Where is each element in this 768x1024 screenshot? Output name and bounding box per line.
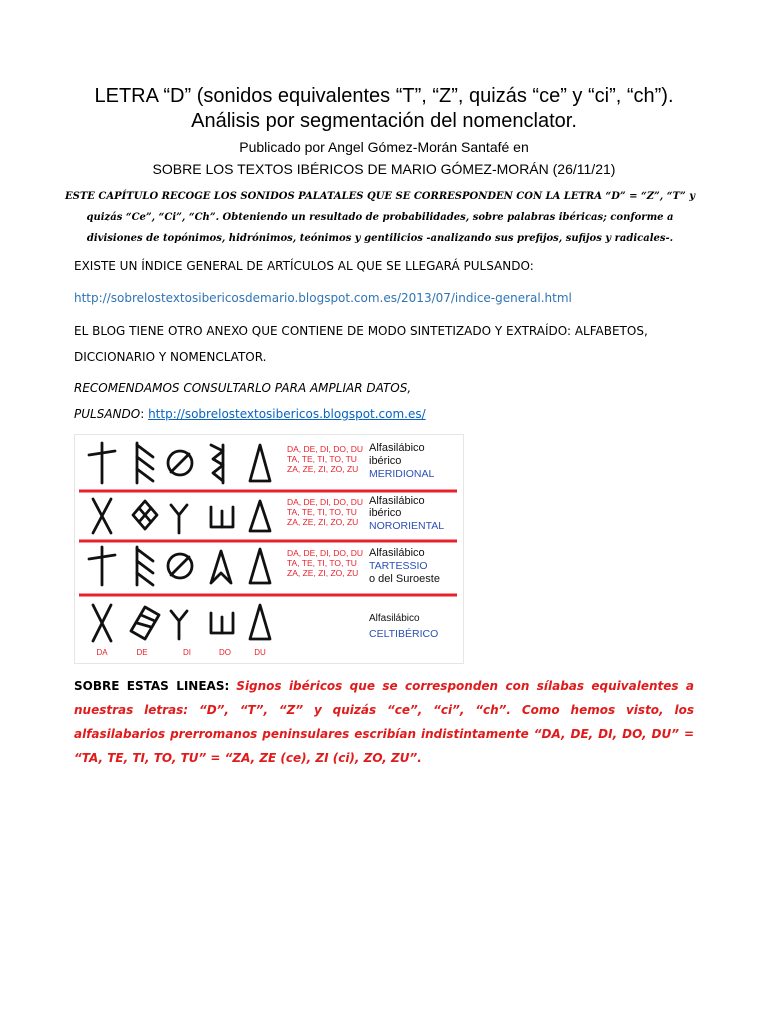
title-line-2: Análisis por segmentación del nomenclator. [191, 110, 577, 132]
glyph-meridional-da [89, 443, 115, 483]
press-line [74, 401, 694, 427]
glyph-celtiberico-di [171, 611, 187, 639]
script-label: Alfasilábico [369, 547, 425, 559]
byline [40, 136, 728, 180]
glyph-nororiental-de [133, 501, 157, 529]
glyph-tartessio-da [89, 547, 115, 585]
glyph-celtiberico-do [211, 613, 233, 633]
recommend-paragraph [74, 375, 694, 427]
syllable-row-z: ZA, ZE, ZI, ZO, ZU [287, 568, 359, 578]
recommend-line: RECOMENDAMOS CONSULTARLO PARA AMPLIAR DATOS, [74, 381, 412, 395]
syllable-row-t: TA, TE, TI, TO, TU [287, 558, 357, 568]
glyph-celtiberico-da [93, 605, 111, 641]
bottom-label: DU [254, 648, 266, 657]
index-link-row [74, 285, 694, 311]
bottom-label: DA [96, 648, 108, 657]
glyph-meridional-do [211, 445, 223, 483]
syllable-row-t: TA, TE, TI, TO, TU [287, 454, 357, 464]
index-notice: EXISTE UN ÍNDICE GENERAL DE ARTÍCULOS AL QUE SE LLEGARÁ PULSANDO: [74, 259, 534, 273]
intro-paragraph: ESTE CAPÍTULO RECOGE LOS SONIDOS PALATALES QUE SE CORRESPONDEN CON LA LETRA “D” = “Z”, “T” y quizás “Ce”, “Ci”, “Ch”. Obteniendo un resultado de probabilidades, sobre palabras ibéricas; conforme a divisiones de topónimos, hidrónimos, teónimos y gentilicios -analizando sus prefijos, sufijos y radicales-. [64, 191, 696, 244]
closing-lead: SOBRE ESTAS LINEAS: [74, 679, 230, 693]
glyph-celtiberico-de [131, 607, 159, 639]
glyph-tartessio-di [168, 554, 192, 578]
glyph-nororiental-do [211, 507, 233, 527]
syllable-row-z: ZA, ZE, ZI, ZO, ZU [287, 517, 359, 527]
bottom-label: DI [183, 648, 191, 657]
byline-blog: SOBRE LOS TEXTOS IBÉRICOS DE MARIO GÓMEZ-MORÁN (26/11/21) [152, 161, 616, 177]
region-name: MERIDIONAL [369, 468, 435, 480]
script-label: ibérico [369, 507, 402, 519]
glyph-nororiental-di [171, 505, 187, 533]
script-label: ibérico [369, 455, 402, 467]
script-label: Alfasilábico [369, 442, 425, 454]
byline-author: Publicado por Angel Gómez-Morán Santafé en [239, 139, 529, 155]
glyph-meridional-du [250, 445, 270, 481]
blog-link[interactable]: http://sobrelostextosibericos.blogspot.com.es/ [148, 407, 426, 421]
signs-svg [75, 435, 463, 663]
blog-annex-notice: EL BLOG TIENE OTRO ANEXO QUE CONTIENE DE MODO SINTETIZADO Y EXTRAÍDO: ALFABETOS, DICCIONARIO Y NOMENCLATOR. [74, 324, 648, 364]
glyph-celtiberico-du [250, 605, 270, 639]
glyph-meridional-de [137, 443, 153, 483]
script-label: Alfasilábico [369, 495, 425, 507]
region-name: TARTESSIO [369, 560, 428, 572]
press-label: PULSANDO [74, 407, 141, 421]
syllable-row-d: DA, DE, DI, DO, DU [287, 497, 364, 507]
glyph-nororiental-da [93, 499, 111, 533]
syllable-row-d: DA, DE, DI, DO, DU [287, 444, 364, 454]
script-sublabel: o del Suroeste [369, 573, 440, 585]
syllable-row-d: DA, DE, DI, DO, DU [287, 548, 364, 558]
press-colon: : [140, 407, 145, 421]
document-title [40, 84, 728, 134]
region-name: NORORIENTAL [369, 520, 445, 532]
closing-paragraph [74, 674, 694, 770]
syllable-row-z: ZA, ZE, ZI, ZO, ZU [287, 464, 359, 474]
iberian-signs-figure [74, 434, 464, 664]
title-line-1: LETRA “D” (sonidos equivalentes “T”, “Z”, quizás “ce” y “ci”, “ch”). [94, 85, 674, 107]
glyph-tartessio-de [137, 547, 153, 585]
bottom-label: DE [136, 648, 148, 657]
glyph-meridional-di [168, 451, 192, 475]
closing-text: Signos ibéricos que se corresponden con sílabas equivalentes a nuestras letras: “D”, “T”, “Z” y quizás “ce”, “ci”, “ch”. Como hemos visto, los alfasilabarios prerromanos peninsulares escribían indistintamente “DA, DE, DI, DO, DU” = “TA, TE, TI, TO, TU” = “ZA, ZE (ce), ZI (ci), ZO, ZU”. [74, 679, 694, 765]
glyph-tartessio-du [250, 549, 270, 583]
syllable-row-t: TA, TE, TI, TO, TU [287, 507, 357, 517]
index-link[interactable]: http://sobrelostextosibericosdemario.blogspot.com.es/2013/07/indice-general.html [74, 291, 572, 305]
glyph-tartessio-do [211, 551, 231, 583]
region-name: CELTIBÉRICO [369, 628, 439, 640]
glyph-nororiental-du [250, 501, 270, 531]
bottom-label: DO [219, 648, 231, 657]
script-label: Alfasilábico [369, 613, 420, 624]
